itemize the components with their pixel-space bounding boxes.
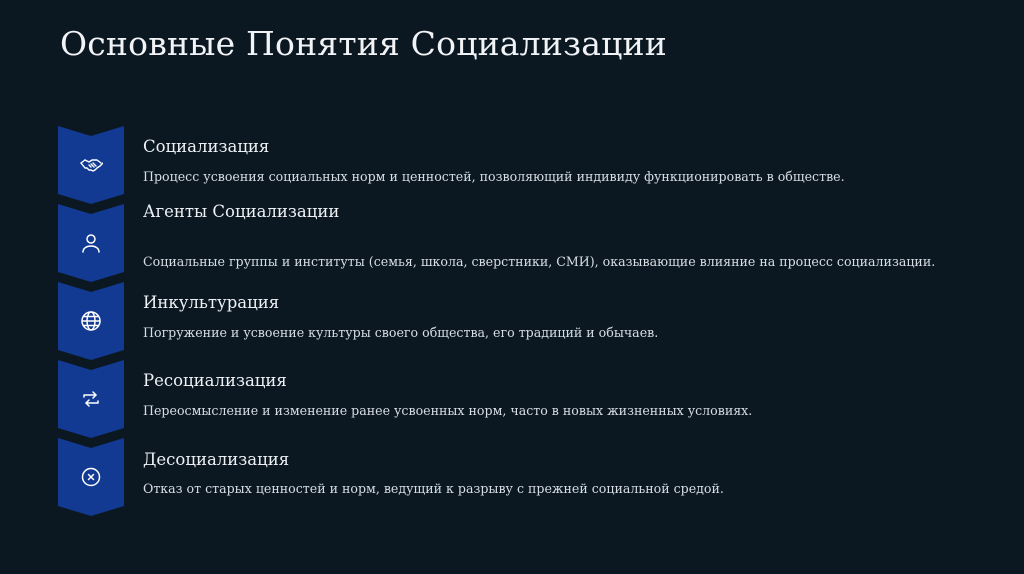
concept-description: Социальные группы и институты (семья, школа, сверстники, СМИ), оказывающие влияние на процесс социализации. bbox=[143, 254, 936, 269]
page-title: Основные Понятия Социализации bbox=[60, 24, 667, 63]
concept-title: Агенты Социализации bbox=[143, 202, 340, 221]
chevron-step-3 bbox=[58, 282, 124, 360]
concept-title: Социализация bbox=[143, 137, 270, 156]
concept-title: Инкультурация bbox=[143, 293, 280, 312]
concept-title: Десоциализация bbox=[143, 450, 290, 469]
chevron-step-2 bbox=[58, 204, 124, 282]
user-icon bbox=[79, 231, 103, 255]
handshake-icon bbox=[79, 153, 103, 177]
globe-icon bbox=[79, 309, 103, 333]
concept-description: Процесс усвоения социальных норм и ценностей, позволяющий индивиду функционировать в обществе. bbox=[143, 169, 845, 184]
concept-description: Погружение и усвоение культуры своего общества, его традиций и обычаев. bbox=[143, 325, 659, 340]
chevron-step-4 bbox=[58, 360, 124, 438]
chevron-step-5 bbox=[58, 438, 124, 516]
chevron-step-1 bbox=[58, 126, 124, 204]
process-chevrons bbox=[58, 126, 124, 516]
concept-description: Отказ от старых ценностей и норм, ведущий к разрыву с прежней социальной средой. bbox=[143, 481, 724, 496]
repeat-arrows-icon bbox=[79, 387, 103, 411]
concept-title: Ресоциализация bbox=[143, 371, 287, 390]
concept-description: Переосмысление и изменение ранее усвоенных норм, часто в новых жизненных условиях. bbox=[143, 403, 753, 418]
close-circle-icon bbox=[79, 465, 103, 489]
